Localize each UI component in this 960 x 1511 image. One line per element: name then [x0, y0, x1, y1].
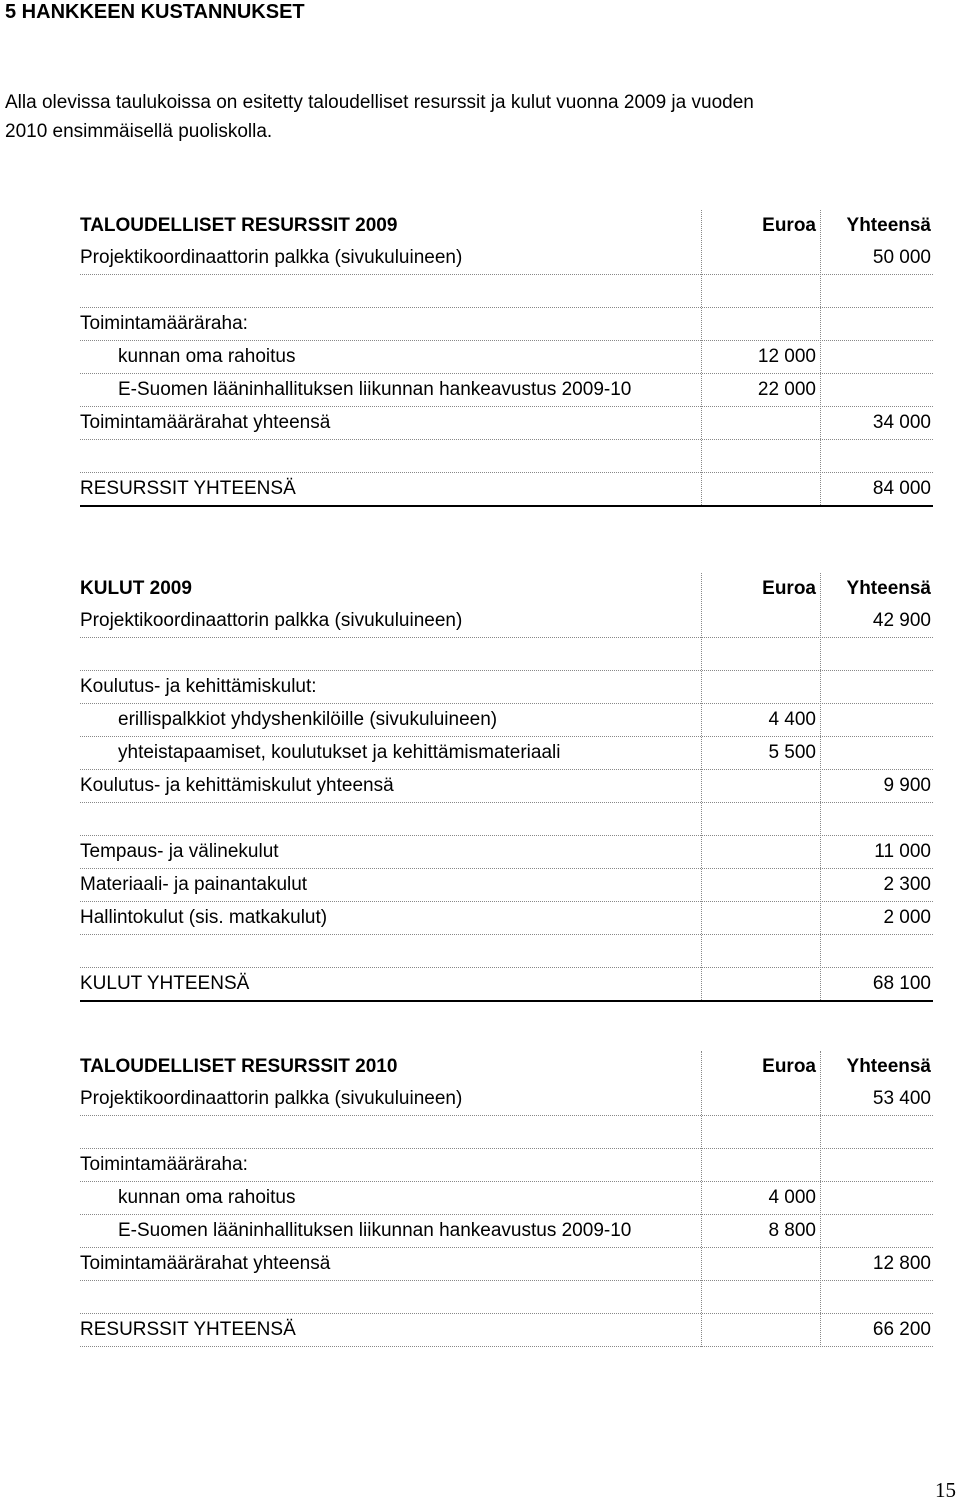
- row-value: 4 400: [768, 709, 816, 730]
- column-header-euroa: Euroa: [762, 578, 816, 599]
- table-row: [80, 605, 933, 638]
- row-total: 12 800: [872, 1253, 931, 1274]
- row-label: erillispalkkiot yhdyshenkilöille (sivukuluineen): [118, 709, 498, 730]
- row-label: Toimintamääräraha:: [80, 1154, 248, 1175]
- table-title: TALOUDELLISET RESURSSIT 2010: [80, 1056, 398, 1077]
- spacer-row: [80, 638, 933, 671]
- row-total: 42 900: [872, 610, 931, 631]
- table-row: [80, 1182, 933, 1215]
- table-header-row: [80, 573, 933, 605]
- row-value: 5 500: [768, 742, 816, 763]
- row-label: RESURSSIT YHTEENSÄ: [80, 478, 296, 499]
- table-row: [80, 1248, 933, 1281]
- row-label: E-Suomen lääninhallituksen liikunnan hankeavustus 2009-10: [118, 379, 632, 400]
- table-row: [80, 374, 933, 407]
- row-label: Koulutus- ja kehittämiskulut:: [80, 676, 317, 697]
- row-label: Toimintamäärärahat yhteensä: [80, 412, 331, 433]
- column-header-euroa: Euroa: [762, 1056, 816, 1077]
- column-header-yhteensa: Yhteensä: [846, 578, 931, 599]
- spacer-row: [80, 275, 933, 308]
- row-label: E-Suomen lääninhallituksen liikunnan hankeavustus 2009-10: [118, 1220, 632, 1241]
- row-label: Toimintamääräraha:: [80, 313, 248, 334]
- grand-total-row: [80, 1314, 933, 1347]
- spacer-row: [80, 1116, 933, 1149]
- table-row: [80, 341, 933, 374]
- spacer-row: [80, 935, 933, 968]
- row-label: Hallintokulut (sis. matkakulut): [80, 907, 328, 928]
- row-total: 66 200: [872, 1319, 931, 1340]
- spacer-row: [80, 1281, 933, 1314]
- grand-total-row: [80, 968, 933, 1002]
- row-value: 8 800: [768, 1220, 816, 1241]
- table-title: TALOUDELLISET RESURSSIT 2009: [80, 215, 398, 236]
- intro-line-2: 2010 ensimmäisellä puoliskolla.: [5, 121, 273, 142]
- row-label: kunnan oma rahoitus: [118, 1187, 296, 1208]
- table-title: KULUT 2009: [80, 578, 192, 599]
- row-value: 4 000: [768, 1187, 816, 1208]
- spacer-row: [80, 803, 933, 836]
- row-label: RESURSSIT YHTEENSÄ: [80, 1319, 296, 1340]
- row-label: Projektikoordinaattorin palkka (sivukuluineen): [80, 1088, 463, 1109]
- table-row: [80, 1083, 933, 1116]
- row-total: 2 300: [883, 874, 931, 895]
- table-row: [80, 704, 933, 737]
- table-header-row: [80, 1051, 933, 1083]
- grand-total-row: [80, 473, 933, 507]
- resources-2009-table: [80, 210, 933, 507]
- intro-paragraph: [5, 88, 945, 146]
- table-row: [80, 1149, 933, 1182]
- column-header-euroa: Euroa: [762, 215, 816, 236]
- row-label: KULUT YHTEENSÄ: [80, 973, 250, 994]
- row-value: 12 000: [757, 346, 816, 367]
- resources-2010-table: [80, 1051, 933, 1347]
- table-row: [80, 1215, 933, 1248]
- table-row: [80, 671, 933, 704]
- row-label: Projektikoordinaattorin palkka (sivukuluineen): [80, 610, 463, 631]
- page-number: 15: [935, 1478, 956, 1502]
- row-label: Tempaus- ja välinekulut: [80, 841, 279, 862]
- table-row: [80, 902, 933, 935]
- table-row: [80, 869, 933, 902]
- row-value: 22 000: [757, 379, 816, 400]
- row-total: 34 000: [872, 412, 931, 433]
- row-label: Toimintamäärärahat yhteensä: [80, 1253, 331, 1274]
- row-total: 68 100: [872, 973, 931, 994]
- table-row: [80, 737, 933, 770]
- column-header-yhteensa: Yhteensä: [846, 1056, 931, 1077]
- row-total: 50 000: [872, 247, 931, 268]
- costs-2009-table: [80, 573, 933, 1002]
- row-label: kunnan oma rahoitus: [118, 346, 296, 367]
- intro-line-1: Alla olevissa taulukoissa on esitetty taloudelliset resurssit ja kulut vuonna 2009 ja vuoden: [5, 92, 754, 113]
- row-total: 2 000: [883, 907, 931, 928]
- row-label: Koulutus- ja kehittämiskulut yhteensä: [80, 775, 394, 796]
- row-total: 84 000: [872, 478, 931, 499]
- table-row: [80, 770, 933, 803]
- table-row: [80, 242, 933, 275]
- spacer-row: [80, 440, 933, 473]
- table-row: [80, 407, 933, 440]
- row-total: 9 900: [883, 775, 931, 796]
- table-row: [80, 836, 933, 869]
- row-total: 53 400: [872, 1088, 931, 1109]
- table-header-row: [80, 210, 933, 242]
- row-total: 11 000: [874, 841, 931, 862]
- table-row: [80, 308, 933, 341]
- row-label: Materiaali- ja painantakulut: [80, 874, 308, 895]
- row-label: Projektikoordinaattorin palkka (sivukuluineen): [80, 247, 463, 268]
- row-label: yhteistapaamiset, koulutukset ja kehittämismateriaali: [118, 742, 561, 763]
- section-heading: 5 HANKKEEN KUSTANNUKSET: [5, 1, 305, 23]
- column-header-yhteensa: Yhteensä: [846, 215, 931, 236]
